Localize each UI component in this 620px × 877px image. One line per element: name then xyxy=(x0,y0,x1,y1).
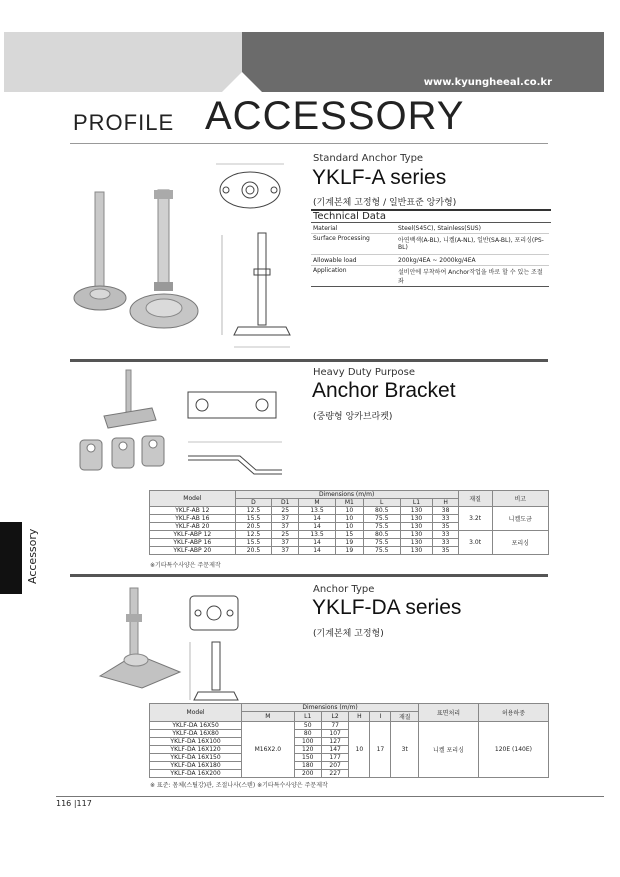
cell: 14 xyxy=(299,547,336,555)
website-url[interactable]: www.kyungheeal.co.kr xyxy=(423,77,552,88)
tech-key: Application xyxy=(313,267,347,274)
cell: 130 xyxy=(400,547,433,555)
cell: 75.5 xyxy=(363,539,400,547)
col-l2: L2 xyxy=(321,712,348,722)
cell: 15.5 xyxy=(235,539,272,547)
cell: 50 xyxy=(294,722,321,730)
cell: 15.5 xyxy=(235,515,272,523)
cell: 15 xyxy=(335,531,363,539)
cell: 130 xyxy=(400,531,433,539)
tech-value: 설비안에 부착하여 Anchor작업을 바로 할 수 있는 조절좌 xyxy=(398,269,543,285)
col-d: D xyxy=(235,499,272,507)
cell: 33 xyxy=(433,515,458,523)
cell: 130 xyxy=(400,523,433,531)
cell: 37 xyxy=(272,547,299,555)
cell-load: 120E (140E) xyxy=(478,722,548,778)
anchor-bracket-photo xyxy=(74,368,174,480)
cell: 20.5 xyxy=(235,547,272,555)
cell: 207 xyxy=(321,762,348,770)
cell: 107 xyxy=(321,730,348,738)
section3-korean: (기계본체 고정형) xyxy=(313,629,384,639)
cell: 180 xyxy=(294,762,321,770)
section-divider xyxy=(70,574,548,577)
cell: YKLF-DA 16X150 xyxy=(150,754,242,762)
cell-i: 17 xyxy=(370,722,391,778)
cell-thickness: 3.2t xyxy=(458,507,492,531)
cell: 10 xyxy=(335,507,363,515)
tech-key: Material xyxy=(313,225,338,232)
cell: YKLF-DA 16X200 xyxy=(150,770,242,778)
cell: 20.5 xyxy=(235,523,272,531)
cell: 35 xyxy=(433,523,458,531)
col-m: M xyxy=(299,499,336,507)
anchor-bracket-table xyxy=(149,490,549,555)
cell: YKLF-AB 12 xyxy=(150,507,236,515)
cell: 38 xyxy=(433,507,458,515)
section2-title: Anchor Bracket xyxy=(312,379,456,402)
section3-subtitle: Anchor Type xyxy=(313,584,375,595)
section1-title: YKLF-A series xyxy=(312,166,447,189)
col-l: L xyxy=(363,499,400,507)
cell: YKLF-DA 16X100 xyxy=(150,738,242,746)
cell: 33 xyxy=(433,539,458,547)
col-i: I xyxy=(370,712,391,722)
tech-value: Steel(S45C), Stainless(SUS) xyxy=(398,225,481,232)
yklf-da-top-drawing xyxy=(184,588,244,638)
cell: 25 xyxy=(272,507,299,515)
col-dimensions: Dimensions (m/m) xyxy=(242,704,419,712)
tech-row-load xyxy=(311,256,549,266)
page-title-accessory: ACCESSORY xyxy=(205,94,465,138)
tech-key: Surface Processing xyxy=(313,235,370,242)
cell: 227 xyxy=(321,770,348,778)
cell: YKLF-DA 16X120 xyxy=(150,746,242,754)
yklf-da-table xyxy=(149,703,549,778)
col-thickness: 재질 xyxy=(458,491,492,507)
cell: 75.5 xyxy=(363,515,400,523)
col-m: M xyxy=(242,712,294,722)
tech-row-application xyxy=(311,266,549,287)
tech-row-surface xyxy=(311,234,549,255)
technical-data-heading: Technical Data xyxy=(311,209,551,223)
header-band-left xyxy=(4,32,242,92)
col-h: H xyxy=(433,499,458,507)
col-l1: L1 xyxy=(400,499,433,507)
cell: YKLF-DA 16X80 xyxy=(150,730,242,738)
tech-key: Allowable load xyxy=(313,257,357,264)
col-d1: D1 xyxy=(272,499,299,507)
col-model: Model xyxy=(150,704,242,722)
tech-value: 200kg/4EA ~ 2000kg/4EA xyxy=(398,257,476,264)
cell: 130 xyxy=(400,539,433,547)
section3-title: YKLF-DA series xyxy=(312,596,462,619)
table-row xyxy=(150,722,549,730)
cell-remark: 포리싱 xyxy=(492,531,548,555)
cell: 130 xyxy=(400,507,433,515)
anchor-bracket-drawing xyxy=(182,384,288,480)
cell: 35 xyxy=(433,547,458,555)
tech-row-material xyxy=(311,224,549,234)
cell: 75.5 xyxy=(363,547,400,555)
cell-surface: 니켈 포리싱 xyxy=(419,722,479,778)
table-row xyxy=(150,531,549,539)
cell: YKLF-AB 20 xyxy=(150,523,236,531)
cell: YKLF-ABP 12 xyxy=(150,531,236,539)
cell: 12.5 xyxy=(235,507,272,515)
section-divider xyxy=(70,359,548,362)
col-m1: M1 xyxy=(335,499,363,507)
yklf-da-side-drawing xyxy=(186,640,246,710)
page-title-profile: PROFILE xyxy=(73,110,175,135)
cell: 100 xyxy=(294,738,321,746)
col-surface: 표면처리 xyxy=(419,704,479,722)
title-divider xyxy=(70,143,548,144)
cell: 37 xyxy=(272,539,299,547)
cell: 12.5 xyxy=(235,531,272,539)
cell: YKLF-DA 16X50 xyxy=(150,722,242,730)
cell: 37 xyxy=(272,523,299,531)
col-thickness: 재질 xyxy=(391,712,419,722)
section1-subtitle: Standard Anchor Type xyxy=(313,153,424,164)
cell: YKLF-AB 16 xyxy=(150,515,236,523)
col-l1: L1 xyxy=(294,712,321,722)
cell: 10 xyxy=(335,523,363,531)
cell: YKLF-DA 16X180 xyxy=(150,762,242,770)
col-model: Model xyxy=(150,491,236,507)
cell-remark: 니켈도금 xyxy=(492,507,548,531)
cell: 80 xyxy=(294,730,321,738)
section2-note: ※기타특수사양은 주문제작 xyxy=(150,562,221,569)
cell: 80.5 xyxy=(363,507,400,515)
yklf-a-side-drawing xyxy=(214,225,304,355)
section3-note: ※ 표준: 몸체(스틸강)관, 조절나사(스텐) ※기타특수사양은 주문제작 xyxy=(150,782,328,789)
header-notch xyxy=(222,72,262,92)
cell: 14 xyxy=(299,515,336,523)
cell-h: 10 xyxy=(349,722,370,778)
cell: 177 xyxy=(321,754,348,762)
section2-subtitle: Heavy Duty Purpose xyxy=(313,367,416,378)
cell: 13.5 xyxy=(299,507,336,515)
side-label: Accessory xyxy=(26,528,39,584)
section1-korean: (기계본체 고정형 / 일반표준 앙카형) xyxy=(313,198,457,208)
cell: 80.5 xyxy=(363,531,400,539)
cell: 33 xyxy=(433,531,458,539)
footer-divider xyxy=(56,796,604,797)
cell: 25 xyxy=(272,531,299,539)
cell: 14 xyxy=(299,539,336,547)
col-dimensions: Dimensions (m/m) xyxy=(235,491,458,499)
cell: 150 xyxy=(294,754,321,762)
col-h: H xyxy=(349,712,370,722)
cell: 75.5 xyxy=(363,523,400,531)
cell: 130 xyxy=(400,515,433,523)
side-tab xyxy=(0,522,22,594)
cell: 200 xyxy=(294,770,321,778)
cell: 127 xyxy=(321,738,348,746)
yklf-a-photo xyxy=(72,186,212,340)
cell: 37 xyxy=(272,515,299,523)
cell-thickness: 3t xyxy=(391,722,419,778)
cell: 147 xyxy=(321,746,348,754)
table-row xyxy=(150,507,549,515)
cell: 19 xyxy=(335,547,363,555)
cell-m: M16X2.0 xyxy=(242,722,294,778)
cell: YKLF-ABP 16 xyxy=(150,539,236,547)
cell-thickness: 3.0t xyxy=(458,531,492,555)
yklf-a-top-drawing xyxy=(212,160,292,218)
col-remark: 비고 xyxy=(492,491,548,507)
cell: 77 xyxy=(321,722,348,730)
cell: 13.5 xyxy=(299,531,336,539)
col-load: 허용하중 xyxy=(478,704,548,722)
page-number: 116 |117 xyxy=(56,799,92,808)
tech-value: 아연백색(A-BL), 니켈(A-NL), 일반(SA-BL), 포리싱(PS-BL) xyxy=(398,237,544,251)
cell: 120 xyxy=(294,746,321,754)
cell: YKLF-ABP 20 xyxy=(150,547,236,555)
yklf-da-photo xyxy=(96,584,186,694)
cell: 10 xyxy=(335,515,363,523)
section2-korean: (중량형 앙카브라켓) xyxy=(313,412,393,422)
cell: 14 xyxy=(299,523,336,531)
cell: 19 xyxy=(335,539,363,547)
